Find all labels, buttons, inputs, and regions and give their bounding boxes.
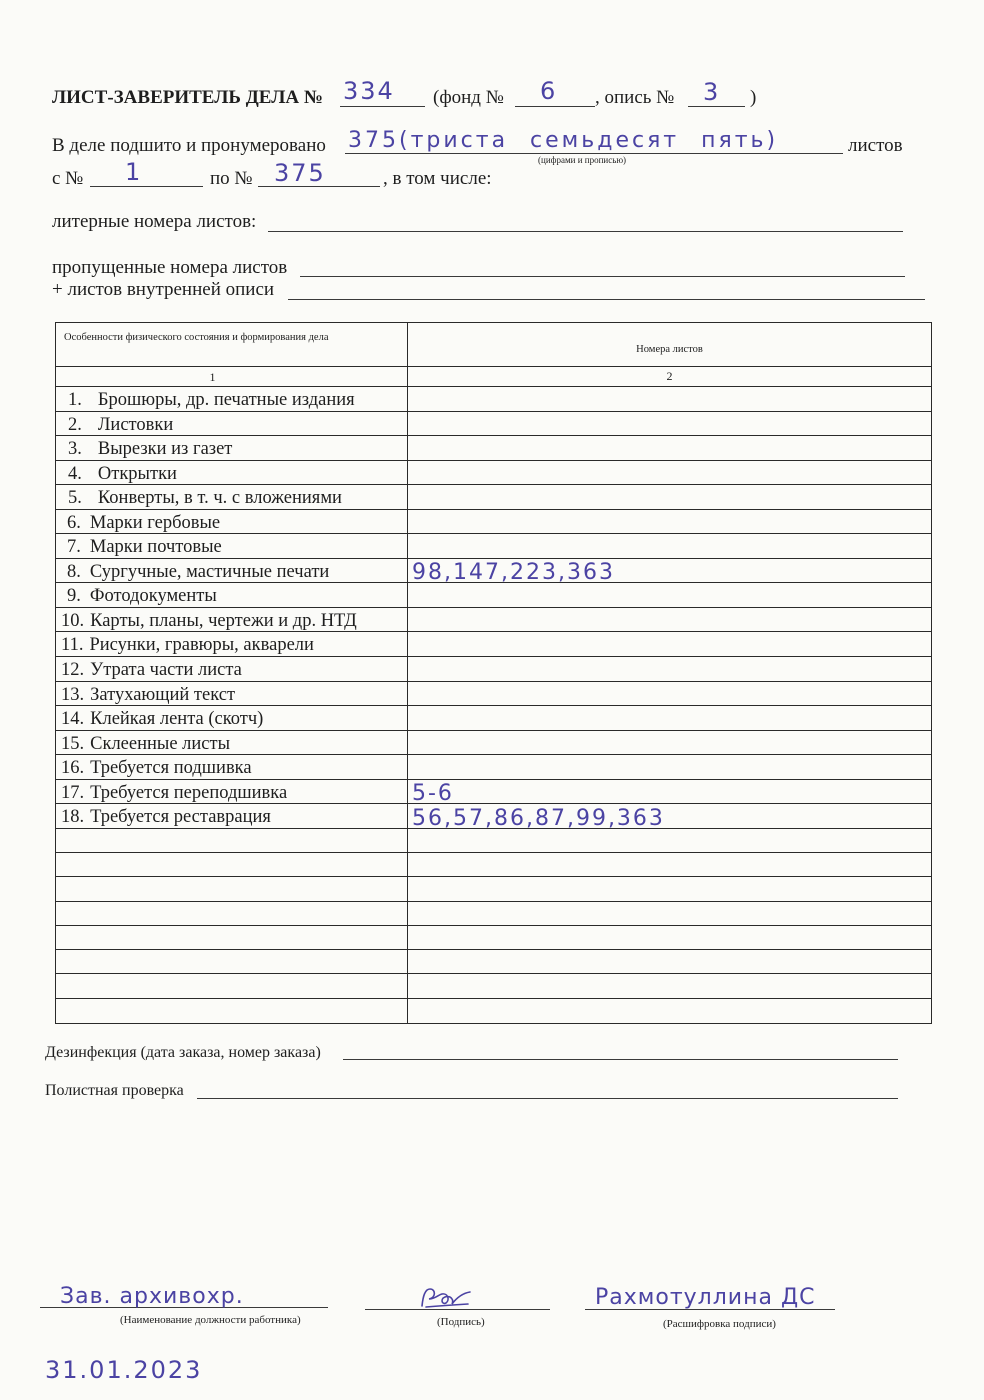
- page-check-underline: [197, 1098, 898, 1099]
- row-number: 17.: [61, 782, 85, 803]
- lettered-sheets-underline: [268, 231, 903, 232]
- sheet-numbers-cell: [408, 755, 931, 779]
- missing-sheets-underline: [300, 276, 905, 277]
- inner-inventory-label: + листов внутренней описи: [52, 279, 275, 300]
- document-title: ЛИСТ-ЗАВЕРИТЕЛЬ ДЕЛА №: [52, 87, 323, 108]
- empty-table-row: [56, 853, 931, 877]
- empty-cell: [408, 829, 931, 852]
- sheet-numbers-cell: [408, 780, 931, 807]
- row-number: 12.: [61, 660, 85, 681]
- table-row: [56, 657, 931, 682]
- signature-stroke: [422, 1289, 470, 1307]
- column-index-1: 1: [56, 367, 408, 386]
- table-row: [56, 804, 931, 829]
- name-value: Рахмотуллина ДС: [595, 1285, 816, 1310]
- feature-cell: [56, 657, 408, 681]
- fond-label: (фонд №: [433, 87, 504, 108]
- row-number: 13.: [61, 684, 85, 705]
- inner-inventory-underline: [288, 299, 925, 300]
- sheet-numbers-cell: [408, 804, 931, 831]
- sheet-numbers-cell: [408, 657, 931, 681]
- row-number: 5.: [68, 488, 82, 509]
- sheets-label: В деле подшито и пронумеровано: [52, 135, 326, 156]
- page-check-label: Полистная проверка: [45, 1082, 184, 1099]
- empty-table-row: [56, 902, 931, 926]
- sheets-value: 375(триста семьдесят пять): [348, 128, 779, 153]
- row-number: 15.: [61, 733, 85, 754]
- sheet-numbers-value: 56,57,86,87,99,363: [412, 805, 665, 831]
- to-value: 375: [274, 159, 326, 187]
- table-row: [56, 387, 931, 412]
- lettered-sheets-label: литерные номера листов:: [52, 211, 257, 232]
- feature-cell: [56, 534, 408, 558]
- row-number: 9.: [67, 586, 81, 607]
- sheet-numbers-cell: [408, 510, 931, 534]
- table-index-row: [56, 367, 931, 387]
- empty-table-row: [56, 926, 931, 950]
- row-number: 14.: [61, 709, 85, 730]
- feature-label: Клейкая лента (скотч): [90, 709, 264, 730]
- table-row: [56, 755, 931, 780]
- sheet-numbers-cell: [408, 485, 931, 509]
- sheet-numbers-cell: [408, 436, 931, 460]
- row-number: 2.: [68, 414, 82, 435]
- empty-cell: [56, 950, 408, 973]
- feature-label: Рисунки, гравюры, акварели: [89, 635, 314, 656]
- case-number-underline: [340, 106, 425, 107]
- feature-label: Требуется переподшивка: [90, 782, 288, 803]
- row-number: 16.: [61, 758, 85, 779]
- empty-table-row: [56, 974, 931, 998]
- opis-number-underline: [688, 106, 745, 107]
- feature-label: Требуется подшивка: [90, 758, 252, 779]
- empty-cell: [56, 877, 408, 900]
- sheet-numbers-cell: [408, 559, 931, 586]
- from-label: с №: [52, 168, 84, 189]
- empty-cell: [408, 853, 931, 876]
- feature-cell: [56, 436, 408, 460]
- row-number: 8.: [67, 561, 81, 582]
- empty-table-row: [56, 999, 931, 1023]
- feature-label: Марки почтовые: [89, 537, 222, 558]
- feature-cell: [56, 608, 408, 632]
- sheet-numbers-cell: [408, 412, 931, 436]
- row-number: 11.: [61, 635, 84, 656]
- case-number-value: 334: [343, 77, 395, 105]
- table-row: [56, 731, 931, 756]
- disinfection-label: Дезинфекция (дата заказа, номер заказа): [45, 1044, 321, 1061]
- empty-cell: [408, 926, 931, 949]
- feature-label: Сургучные, мастичные печати: [89, 561, 330, 582]
- missing-sheets-label: пропущенные номера листов: [52, 257, 288, 278]
- empty-cell: [408, 999, 931, 1023]
- table-row: [56, 780, 931, 805]
- empty-cell: [56, 999, 408, 1023]
- empty-cell: [408, 950, 931, 973]
- table-row: [56, 608, 931, 633]
- table-row: [56, 412, 931, 437]
- table-row: [56, 461, 931, 486]
- range-tail: , в том числе:: [383, 168, 492, 189]
- table-row: [56, 534, 931, 559]
- table-row: [56, 682, 931, 707]
- feature-cell: [56, 387, 408, 411]
- feature-label: Карты, планы, чертежи и др. НТД: [90, 610, 357, 631]
- opis-number-value: 3: [703, 78, 721, 106]
- to-label: по №: [210, 168, 253, 189]
- opis-label: , опись №: [595, 87, 675, 108]
- row-number: 10.: [61, 610, 85, 631]
- feature-cell: [56, 780, 408, 804]
- table-header-row: [56, 323, 931, 367]
- feature-label: Затухающий текст: [90, 684, 236, 705]
- feature-label: Конверты, в т. ч. с вложениями: [97, 488, 342, 509]
- table-row: [56, 583, 931, 608]
- fond-number-value: 6: [540, 77, 558, 105]
- empty-cell: [408, 902, 931, 925]
- from-value: 1: [125, 158, 143, 186]
- from-value-underline: [90, 186, 203, 187]
- empty-cell: [56, 829, 408, 852]
- condition-table: [55, 322, 932, 1024]
- sheet-numbers-value: 5-6: [412, 781, 454, 807]
- feature-cell: [56, 632, 408, 656]
- feature-cell: [56, 485, 408, 509]
- table-header-sheet-numbers: Номера листов: [636, 344, 703, 355]
- row-number: 18.: [61, 807, 85, 828]
- table-row: [56, 632, 931, 657]
- empty-cell: [56, 926, 408, 949]
- signature-caption: (Подпись): [437, 1316, 485, 1328]
- empty-cell: [408, 877, 931, 900]
- column-index-2: 2: [666, 369, 673, 383]
- table-row: [56, 510, 931, 535]
- sheets-value-underline: [345, 153, 843, 154]
- sheet-numbers-cell: [408, 632, 931, 656]
- empty-cell: [56, 974, 408, 997]
- feature-cell: [56, 559, 408, 583]
- empty-table-row: [56, 829, 931, 853]
- sheet-numbers-cell: [408, 583, 931, 607]
- empty-table-row: [56, 950, 931, 974]
- sheet-numbers-cell: [408, 706, 931, 730]
- disinfection-underline: [343, 1059, 898, 1060]
- table-header-features: Особенности физического состояния и формирования дела: [56, 323, 408, 366]
- feature-label: Утрата части листа: [90, 660, 242, 681]
- feature-cell: [56, 706, 408, 730]
- signoff-date: 31.01.2023: [45, 1356, 203, 1384]
- feature-label: Открытки: [97, 463, 177, 484]
- closing-paren: ): [750, 87, 757, 108]
- table-row: [56, 485, 931, 510]
- signature-scribble: [418, 1284, 478, 1310]
- sheet-numbers-value: 98,147,223,363: [412, 560, 615, 586]
- feature-label: Вырезки из газет: [97, 439, 233, 460]
- sheets-unit: листов: [848, 135, 903, 156]
- row-number: 7.: [67, 537, 81, 558]
- position-caption: (Наименование должности работника): [120, 1314, 301, 1326]
- table-row: [56, 706, 931, 731]
- feature-label: Склеенные листы: [90, 733, 231, 754]
- empty-cell: [408, 974, 931, 997]
- feature-cell: [56, 461, 408, 485]
- name-caption: (Расшифровка подписи): [663, 1318, 776, 1330]
- feature-cell: [56, 755, 408, 779]
- feature-cell: [56, 412, 408, 436]
- sheet-numbers-cell: [408, 731, 931, 755]
- row-number: 4.: [68, 463, 82, 484]
- sheet-numbers-cell: [408, 534, 931, 558]
- row-number: 6.: [67, 512, 81, 533]
- feature-cell: [56, 682, 408, 706]
- fond-number-underline: [515, 106, 595, 107]
- feature-cell: [56, 510, 408, 534]
- sheet-numbers-cell: [408, 682, 931, 706]
- feature-label: Листовки: [97, 414, 174, 435]
- empty-cell: [56, 902, 408, 925]
- row-number: 3.: [68, 439, 82, 460]
- feature-cell: [56, 804, 408, 828]
- feature-cell: [56, 583, 408, 607]
- feature-label: Брошюры, др. печатные издания: [97, 390, 355, 411]
- feature-cell: [56, 731, 408, 755]
- row-number: 1.: [68, 390, 82, 411]
- sheet-numbers-cell: [408, 387, 931, 411]
- sheet-numbers-cell: [408, 461, 931, 485]
- table-row: [56, 559, 931, 584]
- feature-label: Требуется реставрация: [90, 807, 271, 828]
- feature-label: Фотодокументы: [89, 586, 217, 607]
- feature-label: Марки гербовые: [89, 512, 221, 533]
- table-row: [56, 436, 931, 461]
- position-value: Зав. архивохр.: [60, 1284, 244, 1309]
- sheet-numbers-cell: [408, 608, 931, 632]
- sheets-hint: (цифрами и прописью): [538, 155, 627, 165]
- empty-table-row: [56, 877, 931, 901]
- empty-cell: [56, 853, 408, 876]
